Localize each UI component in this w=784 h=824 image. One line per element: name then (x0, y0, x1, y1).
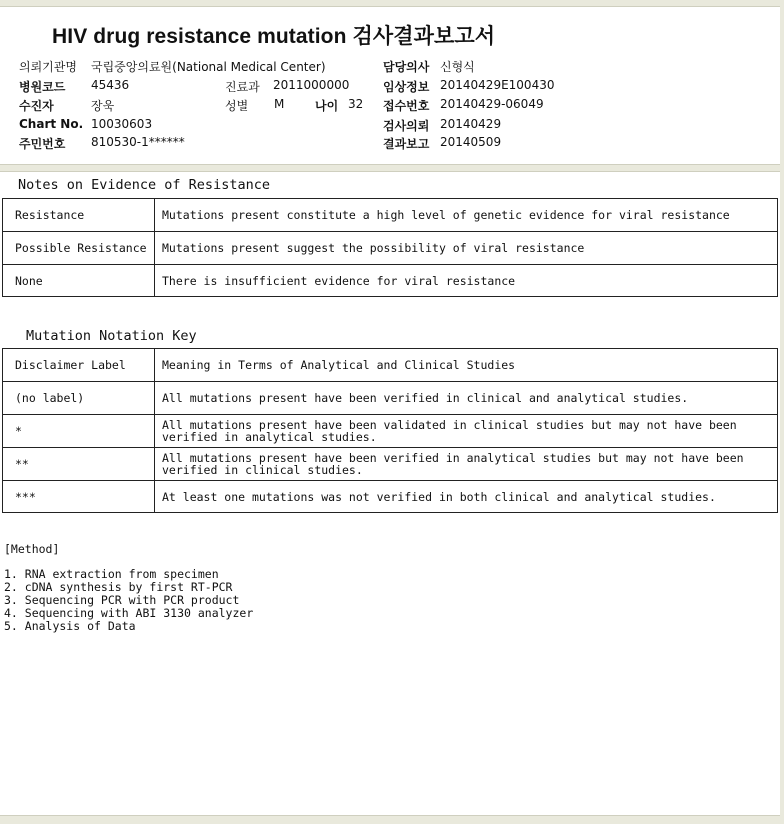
notation-table (2, 348, 778, 513)
notation-text: At least one mutations was not verified in both clinical and analytical studies. (155, 481, 778, 513)
table-row (3, 265, 778, 297)
evidence-label: None (3, 265, 155, 297)
notation-label: Disclaimer Label (3, 349, 155, 382)
notation-label: (no label) (3, 382, 155, 415)
age-label: 나이 (315, 99, 339, 113)
sex-label: 성별 (225, 99, 249, 113)
clinical-info-value: 20140429E100430 (440, 78, 555, 92)
table-row (3, 382, 778, 415)
method-step: 5. Analysis of Data (4, 619, 136, 633)
notation-label: ** (3, 448, 155, 481)
evidence-text: Mutations present constitute a high level of genetic evidence for viral resistance (155, 199, 778, 232)
top-border-band (0, 0, 784, 7)
doctor-label: 담당의사 (383, 60, 430, 74)
clinical-info-label: 임상정보 (383, 80, 430, 94)
report-date-label: 결과보고 (383, 137, 430, 151)
header-divider-band (0, 164, 784, 172)
table-row (3, 232, 778, 265)
method-step: 1. RNA extraction from specimen (4, 567, 219, 581)
table-row (3, 349, 778, 382)
request-date-label: 검사의뢰 (383, 119, 430, 133)
receipt-no-label: 접수번호 (383, 99, 430, 113)
institution-value: 국립중앙의료원(National Medical Center) (91, 60, 326, 74)
notation-section-title: Mutation Notation Key (26, 328, 197, 344)
table-row (3, 415, 778, 448)
department-value: 2011000000 (273, 78, 350, 92)
evidence-text: There is insufficient evidence for viral resistance (155, 265, 778, 297)
institution-label: 의뢰기관명 (19, 60, 77, 74)
table-row (3, 199, 778, 232)
request-date-value: 20140429 (440, 117, 502, 131)
hospital-code-label: 병원코드 (19, 80, 66, 94)
sex-value: M (274, 97, 285, 111)
resident-no-label: 주민번호 (19, 137, 66, 151)
department-label: 진료과 (225, 80, 260, 94)
method-step: 2. cDNA synthesis by first RT-PCR (4, 580, 233, 594)
evidence-text: Mutations present suggest the possibility of viral resistance (155, 232, 778, 265)
method-heading: [Method] (4, 542, 60, 556)
report-date-value: 20140509 (440, 135, 502, 149)
doctor-value: 신형식 (440, 60, 475, 74)
notation-text: All mutations present have been verified in clinical and analytical studies. (155, 382, 778, 415)
resident-no-value: 810530-1****** (91, 135, 185, 149)
right-edge-band (780, 0, 784, 823)
evidence-label: Possible Resistance (3, 232, 155, 265)
chart-no-label: Chart No. (19, 117, 84, 131)
report-title: HIV drug resistance mutation 검사결과보고서 (52, 25, 496, 48)
receipt-no-value: 20140429-06049 (440, 97, 544, 111)
table-row (3, 481, 778, 513)
evidence-table (2, 198, 778, 297)
notation-text: All mutations present have been verified in analytical studies but may not have been verified in clinical studies. (155, 448, 778, 481)
evidence-section-title: Notes on Evidence of Resistance (18, 177, 270, 193)
notation-label: *** (3, 481, 155, 513)
institution-row (19, 58, 326, 75)
hospital-code-value: 45436 (91, 78, 130, 92)
notation-label: * (3, 415, 155, 448)
notation-text: Meaning in Terms of Analytical and Clinical Studies (155, 349, 778, 382)
notation-text: All mutations present have been validated in clinical studies but may not have been verified in analytical studies. (155, 415, 778, 448)
method-step: 4. Sequencing with ABI 3130 analyzer (4, 606, 254, 620)
age-value: 32 (348, 97, 364, 111)
evidence-label: Resistance (3, 199, 155, 232)
method-step: 3. Sequencing PCR with PCR product (4, 593, 240, 607)
patient-name-label: 수진자 (19, 99, 54, 113)
table-row (3, 448, 778, 481)
patient-name-value: 장욱 (91, 99, 115, 113)
chart-no-value: 10030603 (91, 117, 153, 131)
